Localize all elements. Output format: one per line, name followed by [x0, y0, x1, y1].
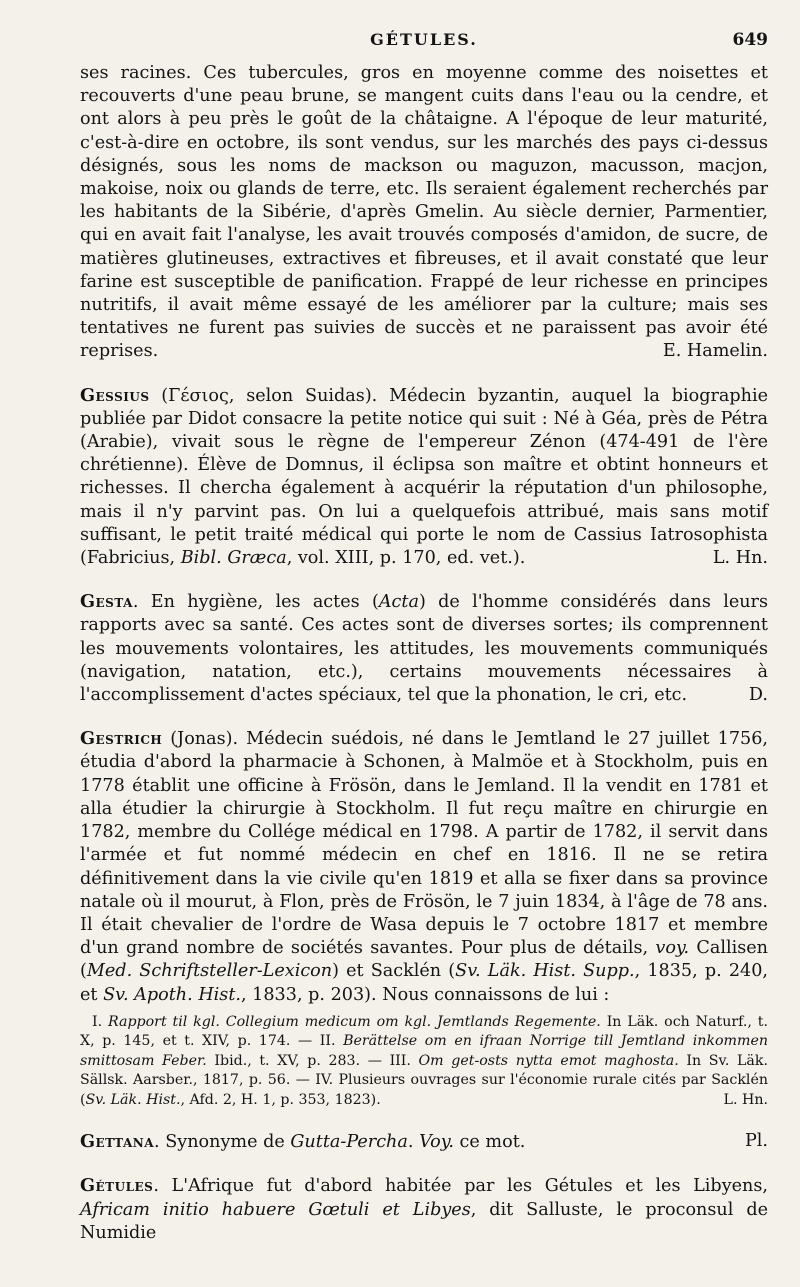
- running-header: [80, 30, 768, 56]
- entry-continuation: [80, 62, 768, 364]
- entry-signature: Pl.: [744, 1131, 768, 1152]
- page-number: 649: [732, 30, 768, 50]
- entry-signature: E. Hamelin.: [662, 341, 768, 362]
- entry-text: . En hygiène, les actes (Acta) de l'homme considérés dans leurs rapports avec sa santé. Ces actes sont de diverses sortes; ils comprennent les mouvements volontaires, les attitudes, les mouvements communiqués (navigation, natation, etc.), certains mouvements nécessaires à l'accomplissement d'actes spéciaux, tel que la phonation, le cri, etc.: [80, 592, 768, 706]
- entry-text: ses racines. Ces tubercules, gros en moyenne comme des noisettes et recouverts d'une peau brune, se mangent cuits dans l'eau ou la cendre, et ont alors à peu près le goût de la châtaigne. A l'époque de leur maturité, c'est-à-dire en octobre, ils sont vendus, sur les marchés des pays ci-dessus désignés, sous les noms de mackson ou maguzon, macusson, macjon, makoise, noix ou glands de terre, etc. Ils seraient également recherchés par les habitants de la Sibérie, d'après Gmelin. Au siècle dernier, Parmentier, qui en avait fait l'analyse, les avait trouvés composés d'amidon, de sucre, de matières glutineuses, extractives et fibreuses, et il avait constaté que leur farine est susceptible de panification. Frappé de leur richesse en principes nutritifs, il avait même essayé de les améliorer par la culture; mais ses tentatives ne furent pas suivies de succès et ne paraissent pas avoir été reprises.: [80, 63, 768, 362]
- entry-text: (Jonas). Médecin suédois, né dans le Jemtland le 27 juillet 1756, étudia d'abord la pharmacie à Schonen, à Malmöe et à Stockholm, puis en 1778 établit une officine à Frösön, dans le Jemland. Il la vendit en 1781 et alla étudier la chirurgie à Stockholm. Il fut reçu maître en chirurgie en 1782, membre du Collége médical en 1798. A partir de 1782, il servit dans l'armée et fut nommé médecin en chef en 1816. Il ne se retira définitivement dans la vie civile qu'en 1819 et alla se fixer dans sa province natale où il mourut, à Flon, près de Frösön, le 7 juin 1834, à l'âge de 78 ans. Il était chevalier de l'ordre de Wasa depuis le 7 octobre 1817 et membre d'un grand nombre de sociétés savantes. Pour plus de détails, voy. Callisen (Med. Schriftsteller-Lexicon) et Sacklén (Sv. Läk. Hist. Supp., 1835, p. 240, et Sv. Apoth. Hist., 1833, p. 203). Nous connaissons de lui :: [80, 729, 768, 1005]
- running-title: GÉTULES.: [370, 30, 478, 49]
- entry-headword: Gétules: [80, 1175, 154, 1197]
- entry-signature: L. Hn.: [712, 548, 768, 569]
- bibliography-text: I. Rapport til kgl. Collegium medicum om kgl. Jemtlands Regemente. In Läk. och Naturf., t. X, p. 145, et t. XIV, p. 174. — II. Berättelse om en ifraan Norrige till Jemtland inkommen smittosam Feber. Ibid., t. XV, p. 283. — III. Om get-osts nytta emot maghosta. In Sv. Läk. Sällsk. Aarsber., 1817, p. 56. — IV. Plusieurs ouvrages sur l'économie rurale cités par Sacklén (Sv. Läk. Hist., Afd. 2, H. 1, p. 353, 1823). L. Hn.: [80, 1013, 769, 1108]
- entry-gestrich: [80, 727, 768, 1006]
- entry-headword: Gestrich: [80, 728, 163, 750]
- entry-headword: Gettana: [80, 1131, 155, 1153]
- bibliography-notes: [80, 1013, 768, 1111]
- entry-gessius: [80, 384, 768, 571]
- page-body: [80, 62, 768, 1245]
- entry-headword: Gesta: [80, 591, 133, 613]
- entry-text: (Γέσιος, selon Suidas). Médecin byzantin, auquel la biographie publiée par Didot consacre la petite notice qui suit : Né à Géa, près de Pétra (Arabie), vivait sous le règne de l'empereur Zénon (474-491 de l'ère chrétienne). Élève de Domnus, il éclipsa son maître et obtint honneurs et richesses. Il chercha également à acquérir la réputation d'un philosophe, mais il n'y parvint pas. On lui a quelquefois attribué, mais sans motif suffisant, le petit traité médical qui porte le nom de Cassius Iatrosophista (Fabricius, Bibl. Græca, vol. XIII, p. 170, ed. vet.).: [80, 385, 768, 569]
- entry-text: . Synonyme de Gutta-Percha. Voy. ce mot.: [154, 1132, 526, 1153]
- entry-signature: D.: [748, 685, 768, 706]
- entry-headword: Gessius: [80, 384, 150, 406]
- entry-gesta: [80, 590, 768, 707]
- entry-gettana: [80, 1130, 768, 1154]
- entry-getules: [80, 1174, 768, 1245]
- entry-text: . L'Afrique fut d'abord habitée par les Gétules et les Libyens, Africam initio habuere Gœtuli et Libyes, dit Salluste, le proconsul de Numidie: [80, 1176, 768, 1243]
